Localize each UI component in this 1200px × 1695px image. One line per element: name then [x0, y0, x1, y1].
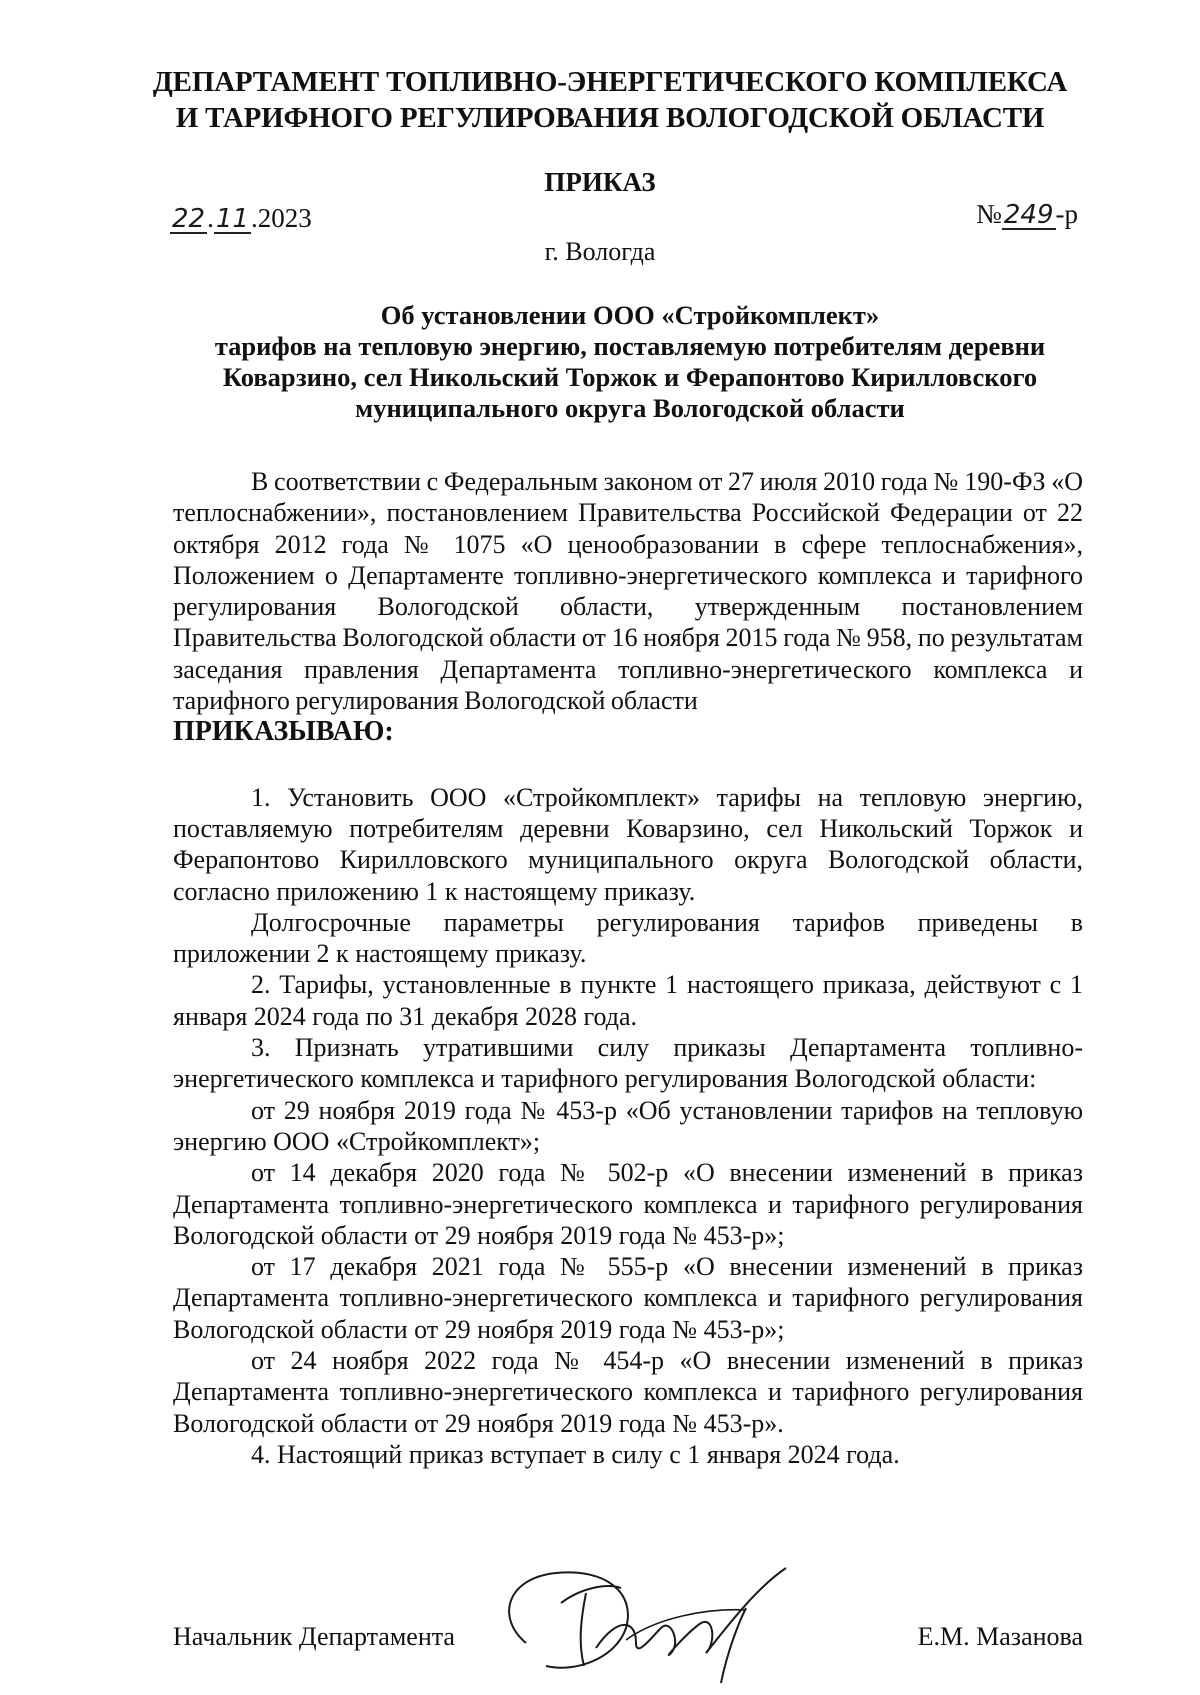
preamble-paragraph: В соответствии с Федеральным законом от 27 июля 2010 года № 190-ФЗ «О теплоснабжении», постановлением Правительства Российской Федерации от 22 октября 2012 года № 1075 «О ценообразовании в сфере теплоснабжения», Положением о Департаменте топливно-энергетического комплекса и тарифного регулирования Вологодской области, утвержденным постановлением Правительства Вологодской области от 16 ноября 2015 года № 958, по результатам заседания правления Департамента топливно-энергетического комплекса и тарифного регулирования Вологодской области: [173, 467, 1083, 716]
item-paragraph-4: 4. Настоящий приказ вступает в силу с 1 января 2024 года.: [251, 1439, 900, 1469]
department-header: [150, 64, 1070, 136]
order-word: ПРИКАЗЫВАЮ:: [173, 716, 394, 748]
order-number: [976, 199, 1078, 230]
item-paragraph-1-params: Долгосрочные параметры регулирования тарифов приведены в приложении 2 к настоящему приказу.: [173, 907, 1083, 969]
item-paragraph-2: 2. Тарифы, установленные в пункте 1 настоящего приказа, действуют с 1 января 2024 года по 31 декабря 2028 года.: [173, 970, 1083, 1031]
subject-line-4: муниципального округа Вологодской области: [355, 393, 905, 423]
order-date: [170, 203, 312, 234]
number-prefix: №: [976, 199, 1002, 229]
repealed-order-3: от 17 декабря 2021 года № 555-р «О внесении изменений в приказ Департамента топливно-энергетического комплекса и тарифного регулирования Вологодской области от 29 ноября 2019 года № 453-р»;: [173, 1252, 1083, 1344]
handwritten-signature: [486, 1548, 826, 1688]
repealed-order-1: от 29 ноября 2019 года № 453-р «Об установлении тарифов на тепловую энергию ООО «Стройкомплект»;: [173, 1095, 1083, 1156]
repealed-order-2: от 14 декабря 2020 года № 502-р «О внесении изменений в приказ Департамента топливно-энергетического комплекса и тарифного регулирования Вологодской области от 29 ноября 2019 года № 453-р»;: [173, 1158, 1083, 1250]
date-separator: .: [207, 203, 214, 233]
date-day: 22: [172, 204, 206, 234]
order-body: [173, 466, 1083, 1470]
header-line-1: ДЕПАРТАМЕНТ ТОПЛИВНО-ЭНЕРГЕТИЧЕСКОГО КОМПЛЕКСА: [152, 66, 1068, 98]
header-line-2: И ТАРИФНОГО РЕГУЛИРОВАНИЯ ВОЛОГОДСКОЙ ОБЛАСТИ: [175, 102, 1045, 134]
city: г. Вологда: [544, 237, 656, 266]
subject-line-1: Об установлении ООО «Стройкомплект»: [380, 300, 880, 330]
repealed-order-4: от 24 ноября 2022 года № 454-р «О внесении изменений в приказ Департамента топливно-энергетического комплекса и тарифного регулирования Вологодской области от 29 ноября 2019 года № 453-р».: [173, 1346, 1083, 1438]
date-month: 11: [215, 204, 249, 234]
date-year: .2023: [250, 203, 312, 233]
item-paragraph-3: 3. Признать утратившими силу приказы Департамента топливно-энергетического комплекса и тарифного регулирования Вологодской области:: [173, 1033, 1083, 1094]
paragraph-gap: [173, 748, 1083, 782]
signatory-name: Е.М. Мазанова: [917, 1622, 1083, 1651]
order-title: ПРИКАЗ: [544, 167, 656, 197]
item-paragraph-1: 1. Установить ООО «Стройкомплект» тарифы на тепловую энергию, поставляемую потребителям деревни Коварзино, сел Никольский Торжок и Ферапонтово Кирилловского муниципального округа Вологодской области, согласно приложению 1 к настоящему приказу.: [173, 782, 1083, 906]
signatory-position: Начальник Департамента: [173, 1622, 455, 1651]
subject-line-2: тарифов на тепловую энергию, поставляемую потребителям деревни: [214, 331, 1046, 361]
number-value: 249: [1003, 200, 1054, 230]
subject-line-3: Коварзино, сел Никольский Торжок и Ферапонтово Кирилловского: [222, 362, 1038, 392]
number-suffix: -р: [1055, 199, 1078, 229]
order-subject: [170, 300, 1090, 424]
